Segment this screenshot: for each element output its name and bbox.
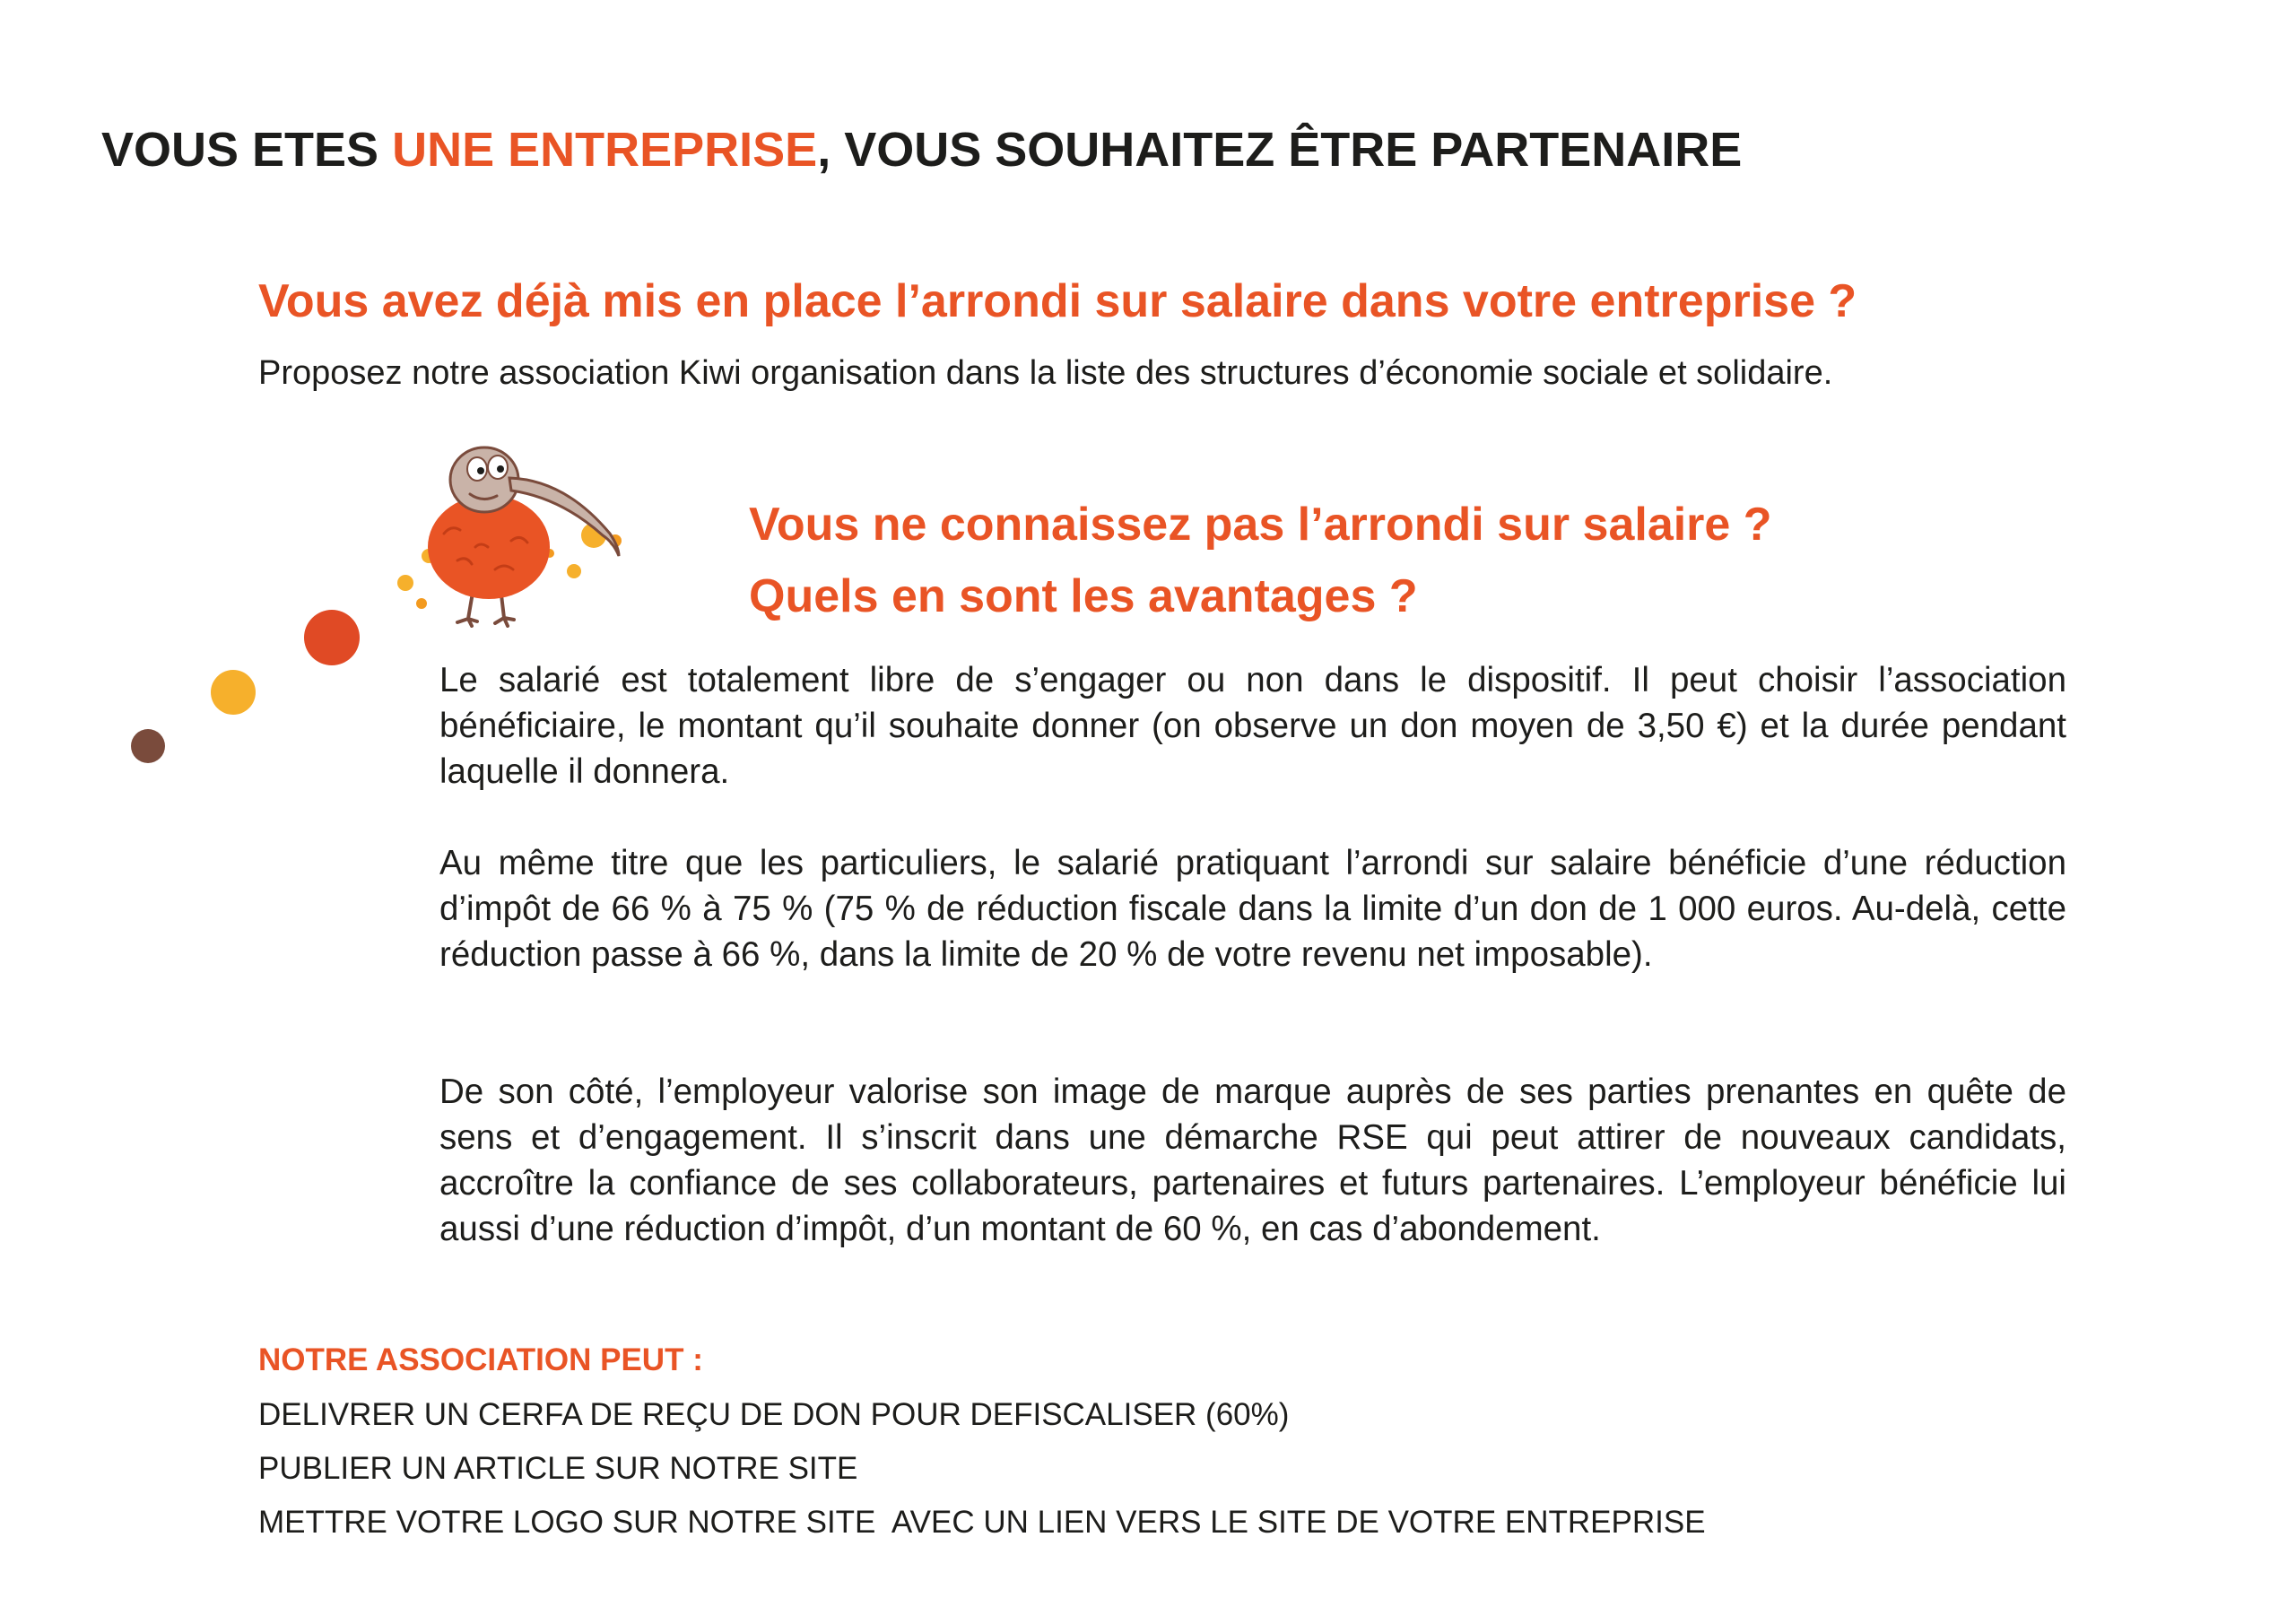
association-list-item: METTRE VOTRE LOGO SUR NOTRE SITE AVEC UN LIEN VERS LE SITE DE VOTRE ENTREPRISE [258, 1505, 1706, 1540]
kiwi-bird-mascot-icon [395, 435, 673, 628]
page-title [101, 118, 1742, 181]
paragraph-reduction-impot: Au même titre que les particuliers, le salarié pratiquant l’arrondi sur salaire bénéficie d’une réduction d’impôt de 66 % à 75 % (75 % de réduction fiscale dans la limite d’un don de 1 000 euros. Au-delà, cette réduction passe à 66 %, dans la limite de 20 % de votre revenu net imposable). [439, 844, 2066, 974]
section2-heading-line1: Vous ne connaissez pas l’arrondi sur salaire ? [749, 499, 1772, 551]
paragraph-salarie-libre: Le salarié est totalement libre de s’engager ou non dans le dispositif. Il peut choisir l’association bénéficiaire, le montant qu’il souhaite donner (on observe un don moyen de 3,50 €) et la durée pendant laquelle il donnera. [439, 661, 2066, 791]
brown-dot-icon [131, 729, 165, 763]
section1-text: Proposez notre association Kiwi organisation dans la liste des structures d’économie sociale et solidaire. [258, 354, 1833, 392]
red-dot-icon [304, 610, 360, 665]
association-list-item: DELIVRER UN CERFA DE REÇU DE DON POUR DEFISCALISER (60%) [258, 1397, 1290, 1432]
section1-heading: Vous avez déjà mis en place l’arrondi sur salaire dans votre entreprise ? [258, 275, 1857, 327]
title-part-1: VOUS ETES [101, 123, 393, 177]
section2-heading-line2: Quels en sont les avantages ? [749, 570, 1418, 622]
association-list-title: NOTRE ASSOCIATION PEUT : [258, 1342, 703, 1377]
title-accent: UNE ENTREPRISE [392, 123, 818, 177]
paragraph-employeur: De son côté, l’employeur valorise son image de marque auprès de ses parties prenantes en quête de sens et d’engagement. Il s’inscrit dans une démarche RSE qui peut attirer de nouveaux candidats, accroître la confiance de ses collaborateurs, partenaires et futurs partenaires. L’employeur bénéficie lui aussi d’une réduction d’impôt, d’un montant de 60 %, en cas d’abondement. [439, 1073, 2066, 1248]
yellow-dot-icon [211, 670, 256, 715]
title-part-2: , VOUS SOUHAITEZ ÊTRE PARTENAIRE [817, 123, 1743, 177]
section2-heading [749, 489, 1772, 632]
association-list-item: PUBLIER UN ARTICLE SUR NOTRE SITE [258, 1451, 858, 1486]
